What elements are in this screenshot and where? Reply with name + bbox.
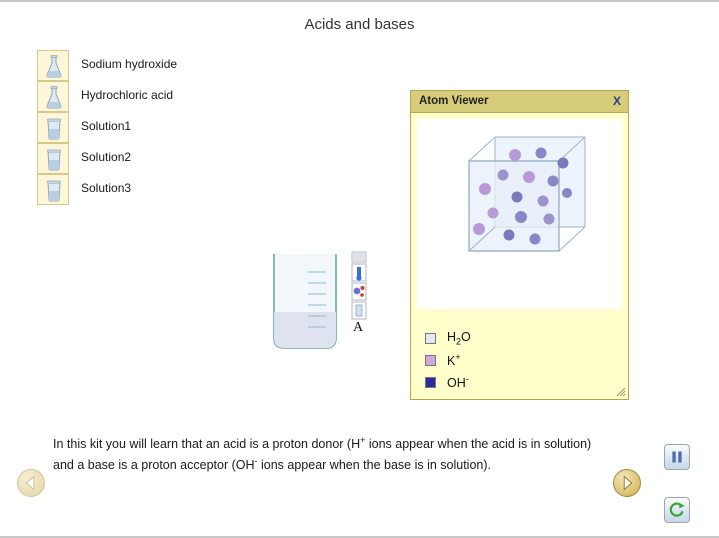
arrow-left-icon [18, 470, 44, 496]
flask-icon[interactable] [37, 50, 69, 81]
reload-icon [665, 498, 689, 522]
legend-label-k: K+ [447, 352, 461, 369]
atom-viewer-legend [425, 329, 615, 395]
reset-button[interactable] [664, 497, 690, 523]
resize-grip-icon[interactable] [614, 385, 626, 397]
list-item-label: Sodium hydroxide [81, 57, 178, 71]
beaker-icon[interactable] [37, 174, 69, 205]
legend-item [425, 373, 615, 395]
legend-item [425, 329, 615, 351]
arrow-right-icon [614, 470, 640, 496]
legend-label-h2o: $H_2O$ [447, 330, 471, 347]
molecule-box-graphic [417, 119, 622, 309]
flask-icon[interactable] [37, 81, 69, 112]
reagent-list [37, 50, 178, 205]
beaker-icon-glyph [45, 148, 63, 171]
beaker-icon-glyph [45, 117, 63, 140]
atom-viewer-titlebar[interactable] [411, 91, 628, 113]
list-item-label: Hydrochloric acid [81, 88, 174, 102]
list-item-label: Solution2 [81, 150, 132, 164]
list-item-label: Solution3 [81, 181, 132, 195]
list-item[interactable] [37, 81, 174, 112]
pause-icon [665, 445, 689, 469]
close-icon[interactable]: X [612, 94, 621, 108]
list-item[interactable] [37, 143, 132, 174]
legend-label-oh: OH- [447, 374, 469, 391]
legend-swatch-oh [425, 377, 436, 388]
next-button[interactable] [613, 469, 641, 497]
previous-button[interactable] [17, 469, 45, 497]
beaker-graphic [268, 250, 378, 355]
beaker-icon-glyph [45, 179, 63, 202]
beaker-icon[interactable] [37, 143, 69, 174]
atom-viewer-canvas[interactable] [417, 119, 622, 309]
pause-button[interactable] [664, 444, 690, 470]
atom-viewer-window[interactable] [410, 90, 629, 400]
beaker-icon[interactable] [37, 112, 69, 143]
legend-swatch-k [425, 355, 436, 366]
legend-item [425, 351, 615, 373]
list-item[interactable] [37, 112, 132, 143]
flask-icon-glyph [45, 55, 63, 78]
list-item-label: Solution1 [81, 119, 132, 133]
instruction-text: In this kit you will learn that an acid is a proton donor (H+ ions appear when the acid is in solution) and a base is a proton acceptor (OH- ions appear when the base is in solution). [53, 435, 592, 473]
list-item[interactable] [37, 174, 132, 205]
legend-swatch-h2o [425, 333, 436, 344]
page-title: Acids and bases [304, 16, 415, 33]
beaker-workspace[interactable] [268, 250, 378, 355]
svg-text:A: A [353, 320, 364, 335]
flask-icon-glyph [45, 86, 63, 109]
list-item[interactable] [37, 50, 178, 81]
atom-viewer-title: Atom Viewer [419, 95, 489, 107]
